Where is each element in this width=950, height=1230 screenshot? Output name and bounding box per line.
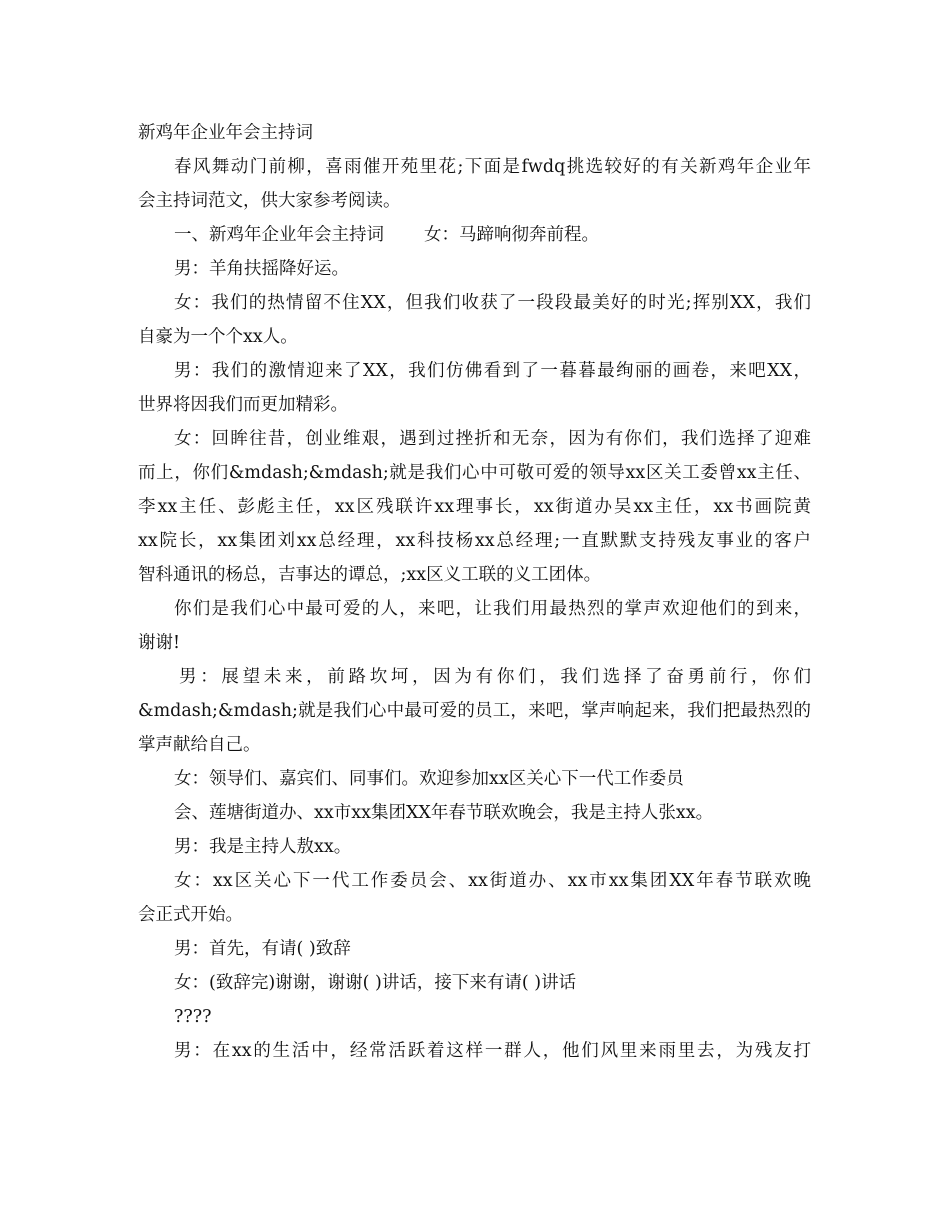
paragraph-line: 自豪为一个个xx人。 <box>138 327 298 347</box>
document-body <box>138 116 818 1068</box>
paragraph-line: 会正式开始。 <box>138 905 243 925</box>
paragraph-line: 男：我们的激情迎来了XX，我们仿佛看到了一暮暮最绚丽的画卷，来吧XX， <box>174 361 811 381</box>
paragraph-line: ???? <box>174 1007 212 1027</box>
paragraph-line: 男：首先，有请( )致辞 <box>174 939 351 959</box>
paragraph-line: 男：羊角扶摇降好运。 <box>174 259 349 279</box>
paragraph-line: 世界将因我们而更加精彩。 <box>138 395 348 415</box>
section-heading: 一、新鸡年企业年会主持词 <box>174 225 384 245</box>
paragraph-line: 而上，你们&mdash;&mdash;就是我们心中可敬可爱的领导xx区关工委曾xx主任、 <box>138 463 811 483</box>
paragraph-line: 谢谢! <box>138 633 181 653</box>
paragraph-line: 会、莲塘街道办、xx市xx集团XX年春节联欢晚会，我是主持人张xx。 <box>174 803 714 823</box>
paragraph-line: xx院长，xx集团刘xx总经理，xx科技杨xx总经理;一直默默支持残友事业的客户 <box>138 531 811 551</box>
paragraph-line: 会主持词范文，供大家参考阅读。 <box>138 191 401 211</box>
paragraph-text: 女：马蹄响彻奔前程。 <box>424 225 599 245</box>
paragraph-line: 女：我们的热情留不住XX，但我们收获了一段段最美好的时光;挥别XX，我们 <box>174 293 811 313</box>
section-heading-line <box>138 218 818 252</box>
paragraph-line: 女：领导们、嘉宾们、同事们。欢迎参加xx区关心下一代工作委员 <box>174 769 684 789</box>
paragraph-line: 智科通讯的杨总，吉事达的谭总，;xx区义工联的义工团体。 <box>138 565 602 585</box>
paragraph-line: 男：展望未来，前路坎坷，因为有你们，我们选择了奋勇前行，你们 <box>179 667 811 687</box>
paragraph-line: 女：(致辞完)谢谢，谢谢( )讲话，接下来有请( )讲话 <box>174 973 577 993</box>
paragraph-line: 你们是我们心中最可爱的人，来吧，让我们用最热烈的掌声欢迎他们的到来， <box>174 599 811 619</box>
paragraph-line: 男：在xx的生活中，经常活跃着这样一群人，他们风里来雨里去，为残友打 <box>174 1041 811 1061</box>
paragraph-line: 女：回眸往昔，创业维艰，遇到过挫折和无奈，因为有你们，我们选择了迎难 <box>174 429 811 449</box>
document-title: 新鸡年企业年会主持词 <box>138 123 313 143</box>
paragraph-line: 女：xx区关心下一代工作委员会、xx街道办、xx市xx集团XX年春节联欢晚 <box>174 871 811 891</box>
paragraph-line: 李xx主任、彭彪主任，xx区残联许xx理事长，xx街道办吴xx主任，xx书画院黄 <box>138 497 811 517</box>
paragraph-line: 男：我是主持人敖xx。 <box>174 837 352 857</box>
paragraph-line: 春风舞动门前柳，喜雨催开苑里花;下面是fwdq挑选较好的有关新鸡年企业年 <box>174 157 811 177</box>
paragraph-line: 掌声献给自己。 <box>138 735 261 755</box>
paragraph-line: &mdash;&mdash;就是我们心中最可爱的员工，来吧，掌声响起来，我们把最热烈的 <box>138 701 811 721</box>
